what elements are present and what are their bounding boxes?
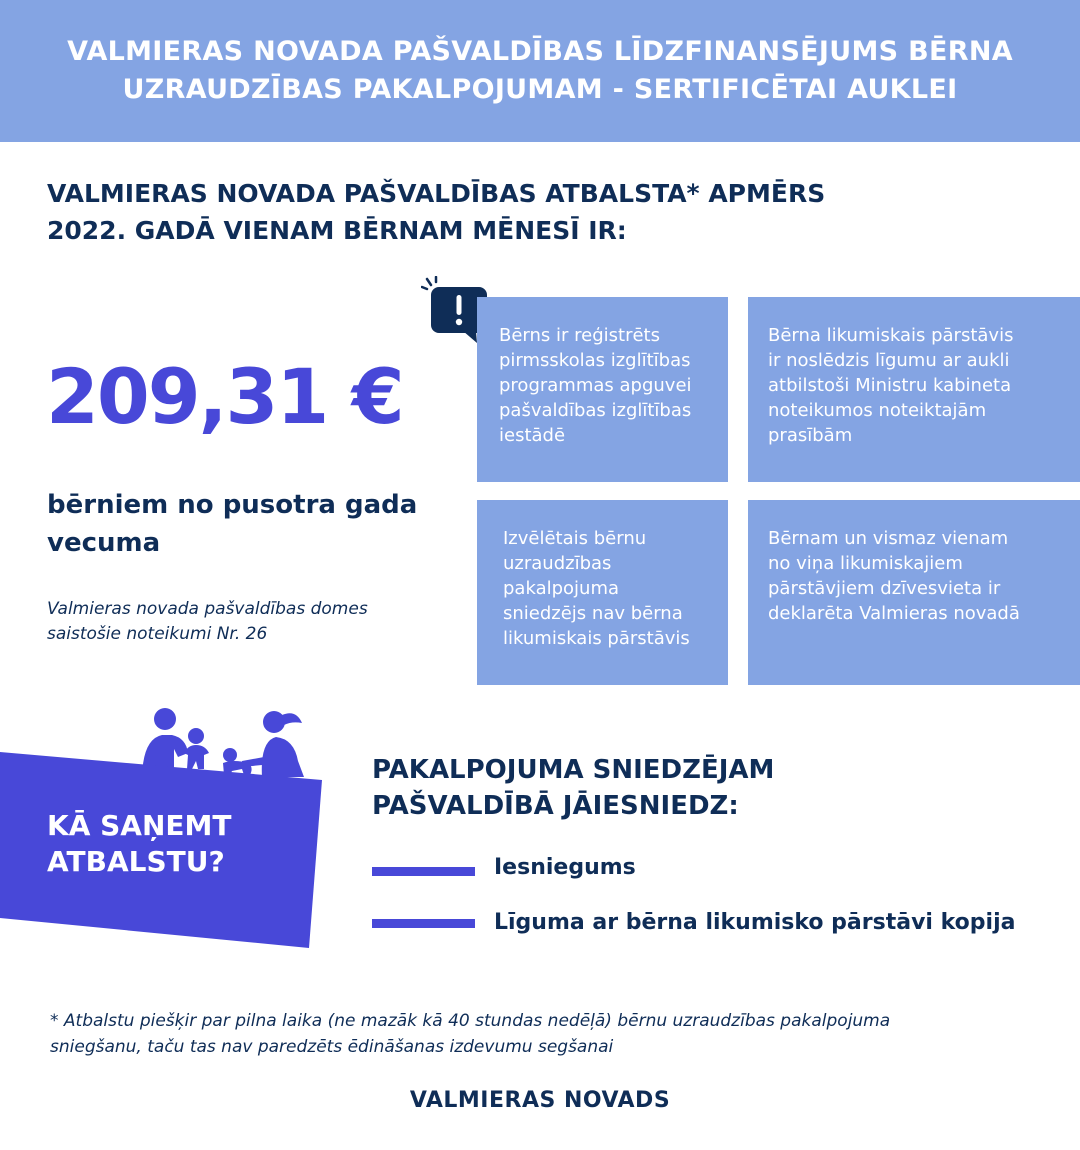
list-bullet-bar [372,867,475,876]
condition-card-1: Bērns ir reģistrēts pirmsskolas izglītības programmas apguvei pašvaldības izglītības iestādē [477,297,728,482]
list-bullet-bar [372,919,475,928]
how-to-title: KĀ SAŅEMT ATBALSTU? [47,809,232,878]
support-heading: VALMIERAS NOVADA PAŠVALDĪBAS ATBALSTA* APMĒRS 2022. GADĀ VIENAM BĒRNAM MĒNESĪ IR: [47,179,826,245]
document-item-contract-copy: Līguma ar bērna likumisko pārstāvi kopija [494,910,1016,935]
condition-card-3: Izvēlētais bērnu uzraudzības pakalpojuma sniedzējs nav bērna likumiskais pārstāvis [477,500,728,685]
condition-card-2: Bērna likumiskais pārstāvis ir noslēdzis līgumu ar aukli atbilstoši Ministru kabineta noteikumos noteiktajām prasībām [748,297,1080,482]
document-item-application: Iesniegums [494,855,636,880]
regulation-reference: Valmieras novada pašvaldības domes saistošie noteikumi Nr. 26 [47,599,368,644]
header-banner [0,0,1080,142]
age-group-label: bērniem no pusotra gada vecuma [47,490,418,558]
support-amount: 209,31 € [46,352,403,441]
footer-brand: VALMIERAS NOVADS [409,1088,671,1113]
page-title: VALMIERAS NOVADA PAŠVALDĪBAS LĪDZFINANSĒJUMS BĒRNA UZRAUDZĪBAS PAKALPOJUMAM - SERTIFICĒTAI AUKLEI [67,36,1013,105]
footnote: * Atbalstu piešķir par pilna laika (ne mazāk kā 40 stundas nedēļā) bērnu uzraudzības pakalpojuma sniegšanu, taču tas nav paredzēts ēdināšanas izdevumu segšanai [50,1011,891,1057]
provider-heading: PAKALPOJUMA SNIEDZĒJAM PAŠVALDĪBĀ JĀIESNIEDZ: [372,755,775,821]
condition-card-4: Bērnam un vismaz vienam no viņa likumiskajiem pārstāvjiem dzīvesvieta ir deklarēta Valmieras novadā [748,500,1080,685]
